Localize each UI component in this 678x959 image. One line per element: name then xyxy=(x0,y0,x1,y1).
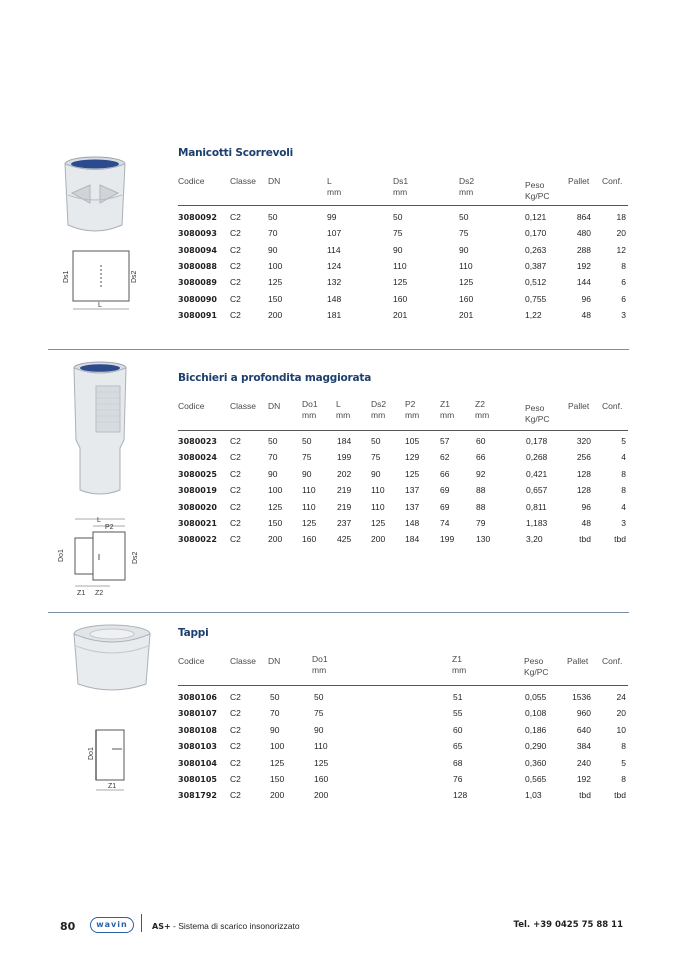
table-cell: 864 xyxy=(576,212,591,222)
column-header: Z1 mm xyxy=(440,399,455,420)
table-cell: 55 xyxy=(453,708,463,719)
table-cell: 132 xyxy=(327,277,342,288)
table-cell: 69 xyxy=(440,501,450,512)
column-header: Peso Kg/PC xyxy=(524,656,549,677)
table-cell: 125 xyxy=(314,757,329,768)
table-cell: C2 xyxy=(230,452,241,463)
table-cell: 960 xyxy=(576,708,591,719)
table-cell: 110 xyxy=(314,741,328,752)
table-cell: C2 xyxy=(230,741,241,752)
footer-phone: Tel. +39 0425 75 88 11 xyxy=(513,920,623,930)
table-cell: 320 xyxy=(576,436,591,446)
table-cell: 50 xyxy=(268,436,278,446)
header-divider xyxy=(178,205,628,206)
table-cell: 125 xyxy=(459,277,474,288)
table-cell: 66 xyxy=(476,452,486,463)
dim-label: Z1 xyxy=(77,590,86,597)
product-code: 3080093 xyxy=(178,229,217,239)
table-cell: 5 xyxy=(621,757,626,768)
product-code: 3080089 xyxy=(178,278,217,288)
table-cell: 74 xyxy=(440,518,450,528)
section-title: Manicotti Scorrevoli xyxy=(178,147,294,159)
table-cell: C2 xyxy=(230,790,241,801)
table-cell: 51 xyxy=(453,692,463,702)
table-cell: 184 xyxy=(405,534,420,545)
coupling-dimension-diagram xyxy=(60,245,150,320)
table-cell: 0,108 xyxy=(525,708,547,719)
table-cell: 160 xyxy=(314,774,329,784)
coupling-photo xyxy=(60,155,132,242)
table-cell: 110 xyxy=(302,485,316,496)
product-code: 3080023 xyxy=(178,437,217,446)
column-header: Codice xyxy=(178,656,205,666)
product-code: 3080088 xyxy=(178,261,217,271)
table-cell: C2 xyxy=(230,293,241,304)
dim-label: Ds2 xyxy=(132,551,139,564)
table-cell: C2 xyxy=(230,501,241,512)
table-cell: 0,268 xyxy=(526,452,548,463)
section-divider xyxy=(48,612,629,613)
table-cell: 130 xyxy=(476,534,491,545)
table-cell: 125 xyxy=(270,757,285,768)
table-cell: 90 xyxy=(268,244,278,255)
table-cell: 100 xyxy=(268,485,283,496)
column-header: Do1 mm xyxy=(302,399,318,420)
table-cell: 288 xyxy=(576,244,591,255)
table-cell: 200 xyxy=(270,790,285,801)
table-cell: 202 xyxy=(337,468,352,479)
table-cell: 0,755 xyxy=(525,293,547,304)
product-code: 3080104 xyxy=(178,758,217,768)
table-cell: 480 xyxy=(576,228,591,239)
table-cell: 1536 xyxy=(572,692,591,702)
footer-title xyxy=(152,921,300,931)
column-header: Conf. xyxy=(602,176,623,186)
column-header: DN xyxy=(268,656,281,666)
product-code: 3080024 xyxy=(178,453,217,463)
table-cell: 129 xyxy=(405,452,420,463)
column-header: L mm xyxy=(336,399,351,420)
table-cell: 8 xyxy=(621,468,626,479)
table-cell: 92 xyxy=(476,468,486,479)
column-header: Conf. xyxy=(602,656,623,666)
table-cell: 96 xyxy=(581,501,591,512)
table-cell: 0,811 xyxy=(526,501,547,512)
table-cell: 128 xyxy=(453,790,468,801)
dim-label: Z2 xyxy=(95,590,104,597)
dim-label: Do1 xyxy=(88,747,95,760)
table-cell: 0,121 xyxy=(525,212,547,222)
dim-label: Ds2 xyxy=(131,270,138,283)
table-cell: 384 xyxy=(576,741,591,752)
column-header: L mm xyxy=(327,176,342,197)
table-cell: 181 xyxy=(327,309,342,320)
table-cell: 1,183 xyxy=(526,518,548,528)
footer-divider xyxy=(141,914,142,932)
table-cell: 66 xyxy=(440,468,450,479)
table-cell: 148 xyxy=(327,293,342,304)
table-cell: 192 xyxy=(576,260,591,271)
table-cell: tbd xyxy=(579,790,591,801)
table-cell: 125 xyxy=(268,501,283,512)
table-cell: 60 xyxy=(476,436,486,446)
socket-dimension-diagram xyxy=(55,514,150,603)
table-cell: 0,421 xyxy=(526,468,548,479)
table-cell: 160 xyxy=(459,293,474,304)
table-cell: C2 xyxy=(230,518,241,528)
column-header: P2 mm xyxy=(405,399,420,420)
table-cell: 150 xyxy=(270,774,285,784)
column-header: DN xyxy=(268,176,281,186)
table-cell: 75 xyxy=(314,708,324,719)
cap-dimension-diagram xyxy=(82,720,142,803)
table-cell: 60 xyxy=(453,724,463,735)
table-cell: C2 xyxy=(230,260,241,271)
table-cell: 110 xyxy=(371,501,385,512)
table-cell: 88 xyxy=(476,501,486,512)
table-cell: 50 xyxy=(302,436,312,446)
column-header: Do1 mm xyxy=(312,654,328,675)
table-cell: 88 xyxy=(476,485,486,496)
product-code: 3080105 xyxy=(178,775,217,784)
table-cell: 1,03 xyxy=(525,790,542,801)
table-cell: 8 xyxy=(621,741,626,752)
dim-label: Z1 xyxy=(108,783,117,790)
table-cell: C2 xyxy=(230,534,241,545)
table-cell: 90 xyxy=(270,724,280,735)
table-cell: 6 xyxy=(621,293,626,304)
table-cell: 18 xyxy=(616,212,626,222)
table-cell: C2 xyxy=(230,277,241,288)
table-cell: 148 xyxy=(405,518,420,528)
table-cell: 48 xyxy=(581,309,591,320)
brand-subtitle: - Sistema di scarico insonorizzato xyxy=(170,921,300,931)
table-cell: 199 xyxy=(337,452,352,463)
table-cell: 200 xyxy=(268,309,283,320)
table-cell: 125 xyxy=(393,277,408,288)
table-cell: 0,360 xyxy=(525,757,547,768)
table-cell: 137 xyxy=(405,501,420,512)
table-cell: 1,22 xyxy=(525,309,542,320)
table-cell: C2 xyxy=(230,708,241,719)
table-cell: 124 xyxy=(327,260,342,271)
table-cell: 160 xyxy=(302,534,317,545)
table-cell: 90 xyxy=(268,468,278,479)
table-cell: tbd xyxy=(614,790,626,801)
dim-label: L xyxy=(97,517,101,524)
table-cell: C2 xyxy=(230,757,241,768)
section-title: Bicchieri a profondita maggiorata xyxy=(178,372,372,384)
table-cell: 70 xyxy=(268,452,278,463)
table-cell: 219 xyxy=(337,485,352,496)
table-cell: 200 xyxy=(314,790,329,801)
column-header: Pallet xyxy=(568,401,590,411)
table-cell: 0,512 xyxy=(525,277,547,288)
column-header: DN xyxy=(268,401,281,411)
table-cell: 0,186 xyxy=(525,724,547,735)
table-cell: 70 xyxy=(268,228,278,239)
product-code: 3080090 xyxy=(178,294,217,304)
table-cell: 50 xyxy=(314,692,324,702)
table-cell: 128 xyxy=(576,468,591,479)
table-cell: 0,565 xyxy=(525,774,547,784)
table-cell: 105 xyxy=(405,436,420,446)
table-cell: 4 xyxy=(621,501,626,512)
table-cell: 70 xyxy=(270,708,280,719)
column-header: Ds2 mm xyxy=(459,176,475,197)
table-cell: 68 xyxy=(453,757,463,768)
table-cell: 48 xyxy=(581,518,591,528)
socket-photo xyxy=(66,360,136,505)
table-cell: 79 xyxy=(476,518,486,528)
table-cell: 50 xyxy=(371,436,381,446)
product-code: 3080019 xyxy=(178,486,217,496)
table-cell: 110 xyxy=(459,260,473,271)
column-header: Peso Kg/PC xyxy=(525,180,550,201)
table-cell: 201 xyxy=(393,309,408,320)
product-code: 3080108 xyxy=(178,725,217,735)
table-cell: 76 xyxy=(453,774,463,784)
table-cell: 150 xyxy=(268,293,283,304)
column-header: Classe xyxy=(230,176,256,186)
table-cell: 90 xyxy=(302,468,312,479)
table-cell: 90 xyxy=(459,244,469,255)
table-cell: 160 xyxy=(393,293,408,304)
table-cell: C2 xyxy=(230,244,241,255)
header-divider xyxy=(178,430,628,431)
table-cell: 10 xyxy=(616,724,626,735)
table-cell: 90 xyxy=(371,468,381,479)
column-header: Classe xyxy=(230,401,256,411)
product-code: 3080022 xyxy=(178,535,217,545)
table-cell: 65 xyxy=(453,741,463,752)
column-header: Codice xyxy=(178,401,205,411)
page-number: 80 xyxy=(60,920,76,933)
table-cell: 125 xyxy=(302,518,317,528)
table-cell: 75 xyxy=(393,228,403,239)
table-cell: 90 xyxy=(393,244,403,255)
brand-name: AS+ xyxy=(152,922,171,931)
table-cell: 110 xyxy=(371,485,385,496)
table-cell: 4 xyxy=(621,452,626,463)
table-cell: C2 xyxy=(230,774,241,784)
column-header: Pallet xyxy=(567,656,589,666)
product-code: 3080103 xyxy=(178,742,217,752)
table-cell: 125 xyxy=(405,468,420,479)
table-cell: C2 xyxy=(230,485,241,496)
table-cell: 99 xyxy=(327,212,337,222)
table-cell: 90 xyxy=(314,724,324,735)
table-cell: 0,170 xyxy=(525,228,547,239)
column-header: Ds2 mm xyxy=(371,399,387,420)
product-code: 3080091 xyxy=(178,310,217,320)
table-cell: 20 xyxy=(616,228,626,239)
table-cell: 192 xyxy=(576,774,591,784)
table-cell: 237 xyxy=(337,518,352,528)
table-cell: 0,290 xyxy=(525,741,547,752)
product-code: 3080025 xyxy=(178,469,217,479)
product-code: 3080092 xyxy=(178,213,217,222)
product-code: 3080106 xyxy=(178,693,217,702)
table-cell: 184 xyxy=(337,436,352,446)
table-cell: 96 xyxy=(581,293,591,304)
dim-label: Ds1 xyxy=(63,270,70,283)
table-cell: 110 xyxy=(302,501,316,512)
table-cell: 0,657 xyxy=(526,485,548,496)
table-cell: 200 xyxy=(268,534,283,545)
table-cell: 107 xyxy=(327,228,342,239)
table-cell: 100 xyxy=(270,741,285,752)
table-cell: 8 xyxy=(621,260,626,271)
table-cell: C2 xyxy=(230,212,241,222)
table-cell: 69 xyxy=(440,485,450,496)
table-cell: 20 xyxy=(616,708,626,719)
table-cell: 201 xyxy=(459,309,474,320)
table-cell: 114 xyxy=(327,244,341,255)
table-cell: C2 xyxy=(230,692,241,702)
table-cell: 219 xyxy=(337,501,352,512)
table-cell: 50 xyxy=(459,212,469,222)
table-cell: 6 xyxy=(621,277,626,288)
column-header: Ds1 mm xyxy=(393,176,409,197)
table-cell: 62 xyxy=(440,452,450,463)
table-cell: 0,263 xyxy=(525,244,547,255)
table-cell: 8 xyxy=(621,485,626,496)
table-cell: 125 xyxy=(268,277,283,288)
table-cell: 57 xyxy=(440,436,450,446)
table-cell: 640 xyxy=(576,724,591,735)
table-cell: 75 xyxy=(302,452,312,463)
dim-label: Do1 xyxy=(58,549,65,562)
dim-label: L xyxy=(98,302,102,309)
table-cell: C2 xyxy=(230,228,241,239)
table-cell: 137 xyxy=(405,485,420,496)
column-header: Peso Kg/PC xyxy=(525,403,550,424)
wavin-logo: wavin xyxy=(90,917,134,933)
column-header: Z1 mm xyxy=(452,654,467,675)
table-cell: 256 xyxy=(576,452,591,463)
table-cell: 75 xyxy=(371,452,381,463)
table-cell: 50 xyxy=(268,212,278,222)
table-cell: 50 xyxy=(270,692,280,702)
table-cell: 24 xyxy=(616,692,626,702)
section-title: Tappi xyxy=(178,627,209,639)
table-cell: tbd xyxy=(614,534,626,545)
product-code: 3080107 xyxy=(178,709,217,719)
table-cell: 12 xyxy=(616,244,626,255)
column-header: Codice xyxy=(178,176,205,186)
table-cell: C2 xyxy=(230,436,241,446)
table-cell: 75 xyxy=(459,228,469,239)
table-cell: 3,20 xyxy=(526,534,543,545)
cap-photo xyxy=(70,622,156,699)
product-code: 3081792 xyxy=(178,791,217,801)
table-cell: 3 xyxy=(621,518,626,528)
table-cell: 0,055 xyxy=(525,692,547,702)
table-cell: 110 xyxy=(393,260,407,271)
product-code: 3080020 xyxy=(178,502,217,512)
table-cell: 8 xyxy=(621,774,626,784)
table-cell: 50 xyxy=(393,212,403,222)
column-header: Classe xyxy=(230,656,256,666)
column-header: Pallet xyxy=(568,176,590,186)
table-cell: 150 xyxy=(268,518,283,528)
dim-label: P2 xyxy=(105,524,114,531)
table-cell: 128 xyxy=(576,485,591,496)
table-cell: 5 xyxy=(621,436,626,446)
table-cell: 199 xyxy=(440,534,455,545)
table-cell: 240 xyxy=(576,757,591,768)
column-header: Conf. xyxy=(602,401,623,411)
table-cell: 425 xyxy=(337,534,352,545)
table-cell: C2 xyxy=(230,468,241,479)
section-divider xyxy=(48,349,629,350)
table-cell: 200 xyxy=(371,534,386,545)
product-code: 3080094 xyxy=(178,245,217,255)
table-cell: 100 xyxy=(268,260,283,271)
table-cell: 3 xyxy=(621,309,626,320)
column-header: Z2 mm xyxy=(475,399,490,420)
table-cell: C2 xyxy=(230,724,241,735)
table-cell: 125 xyxy=(371,518,386,528)
table-cell: 144 xyxy=(576,277,591,288)
table-cell: 0,178 xyxy=(526,436,548,446)
table-cell: tbd xyxy=(579,534,591,545)
table-cell: C2 xyxy=(230,309,241,320)
table-cell: 0,387 xyxy=(525,260,547,271)
product-code: 3080021 xyxy=(178,519,217,528)
header-divider xyxy=(178,685,628,686)
